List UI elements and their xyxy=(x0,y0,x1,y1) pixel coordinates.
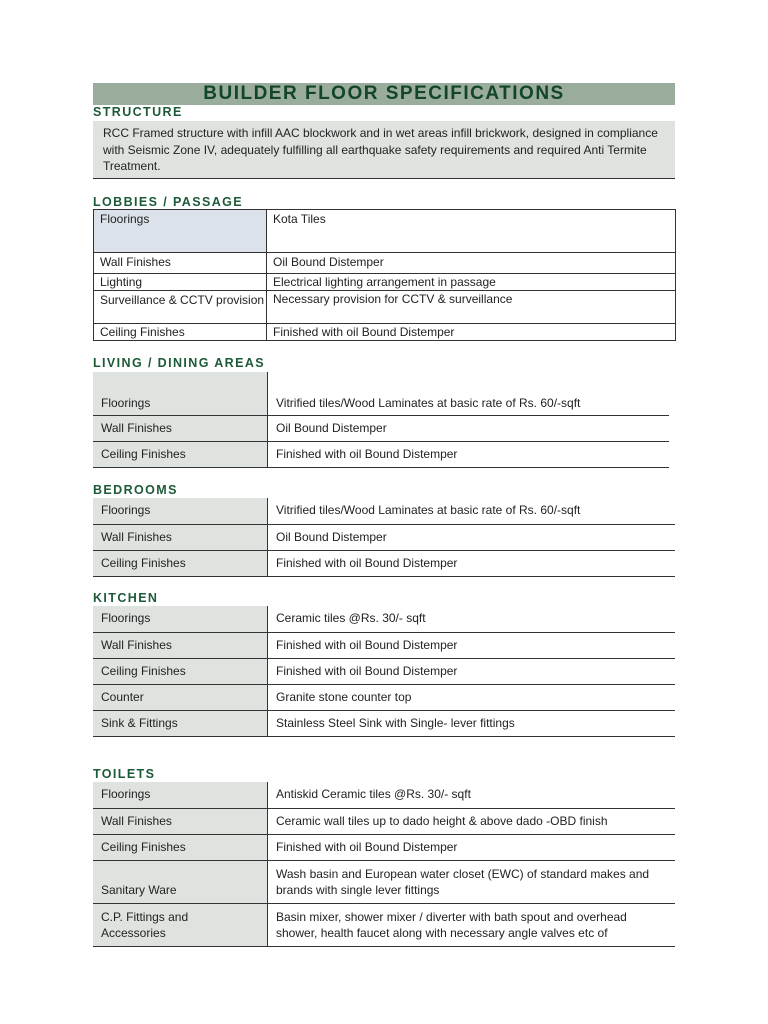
row-value: Oil Bound Distemper xyxy=(268,524,676,550)
table-row xyxy=(93,524,675,550)
table-row xyxy=(93,658,675,684)
row-value: Vitrified tiles/Wood Laminates at basic rate of Rs. 60/-sqft xyxy=(268,372,670,415)
row-label: Ceiling Finishes xyxy=(93,658,268,684)
table-row xyxy=(94,324,676,341)
row-label: Wall Finishes xyxy=(93,808,268,834)
row-value: Necessary provision for CCTV & surveillance xyxy=(267,291,676,324)
table-row xyxy=(94,274,676,291)
row-label: Floorings xyxy=(93,782,268,808)
row-value: Finished with oil Bound Distemper xyxy=(268,550,676,576)
structure-heading: STRUCTURE xyxy=(93,105,183,119)
row-label: Floorings xyxy=(93,606,268,632)
row-value: Vitrified tiles/Wood Laminates at basic rate of Rs. 60/-sqft xyxy=(268,498,676,524)
row-label: Wall Finishes xyxy=(93,524,268,550)
row-value: Finished with oil Bound Distemper xyxy=(267,324,676,341)
row-label: Ceiling Finishes xyxy=(93,441,268,467)
bedrooms-table xyxy=(93,498,675,577)
living-heading: LIVING / DINING AREAS xyxy=(93,356,266,370)
lobbies-heading: LOBBIES / PASSAGE xyxy=(93,195,243,209)
row-value: Oil Bound Distemper xyxy=(268,415,670,441)
table-row xyxy=(93,684,675,710)
row-value: Kota Tiles xyxy=(273,212,326,226)
row-value: Finished with oil Bound Distemper xyxy=(268,834,676,860)
living-table xyxy=(93,372,669,468)
row-label: Sanitary Ware xyxy=(93,860,268,903)
row-label: Surveillance & CCTV provision xyxy=(94,291,267,324)
row-value: Wash basin and European water closet (EWC) of standard makes and brands with single lever fittings xyxy=(268,860,676,903)
row-value: Antiskid Ceramic tiles @Rs. 30/- sqft xyxy=(268,782,676,808)
row-label: Wall Finishes xyxy=(93,632,268,658)
table-row xyxy=(94,253,676,274)
page-title: BUILDER FLOOR SPECIFICATIONS xyxy=(203,83,565,104)
table-row xyxy=(93,550,675,576)
row-value: Finished with oil Bound Distemper xyxy=(268,441,670,467)
row-label: Lighting xyxy=(94,274,267,291)
toilets-heading: TOILETS xyxy=(93,767,156,781)
title-bar xyxy=(93,83,675,105)
row-label: Floorings xyxy=(94,210,267,253)
table-row xyxy=(93,710,675,736)
table-row xyxy=(93,441,669,467)
kitchen-heading: KITCHEN xyxy=(93,591,159,605)
row-label: Floorings xyxy=(93,498,268,524)
row-value: Stainless Steel Sink with Single- lever fittings xyxy=(268,710,676,736)
row-label: Ceiling Finishes xyxy=(93,550,268,576)
table-row xyxy=(94,210,676,253)
row-value: Ceramic tiles @Rs. 30/- sqft xyxy=(268,606,676,632)
row-value: Basin mixer, shower mixer / diverter with bath spout and overhead shower, health faucet along with necessary angle valves etc of xyxy=(268,903,676,946)
table-row xyxy=(93,498,675,524)
table-row xyxy=(93,808,675,834)
row-value: Finished with oil Bound Distemper xyxy=(268,632,676,658)
row-label: Ceiling Finishes xyxy=(93,834,268,860)
row-label: Sink & Fittings xyxy=(93,710,268,736)
row-value: Granite stone counter top xyxy=(268,684,676,710)
table-row xyxy=(93,632,675,658)
structure-text: RCC Framed structure with infill AAC blockwork and in wet areas infill brickwork, designed in compliance with Seismic Zone IV, adequately fulfilling all earthquake safety requirements and required Anti Termite Treatment. xyxy=(93,121,675,179)
table-row xyxy=(93,834,675,860)
row-label: Ceiling Finishes xyxy=(94,324,267,341)
table-row xyxy=(94,291,676,324)
row-label: Wall Finishes xyxy=(93,415,268,441)
lobbies-table xyxy=(93,209,676,341)
kitchen-table xyxy=(93,606,675,737)
table-row xyxy=(93,903,675,946)
row-label: C.P. Fittings and Accessories xyxy=(93,903,268,946)
row-label: Floorings xyxy=(93,372,268,415)
row-value: Oil Bound Distemper xyxy=(267,253,676,274)
table-row xyxy=(93,415,669,441)
row-value: Ceramic wall tiles up to dado height & above dado -OBD finish xyxy=(268,808,676,834)
row-label: Counter xyxy=(93,684,268,710)
table-row xyxy=(93,782,675,808)
table-row xyxy=(93,372,669,415)
bedrooms-heading: BEDROOMS xyxy=(93,483,178,497)
table-row xyxy=(93,860,675,903)
toilets-table xyxy=(93,782,675,947)
row-label: Wall Finishes xyxy=(94,253,267,274)
table-row xyxy=(93,606,675,632)
row-value: Electrical lighting arrangement in passage xyxy=(267,274,676,291)
row-value: Finished with oil Bound Distemper xyxy=(268,658,676,684)
